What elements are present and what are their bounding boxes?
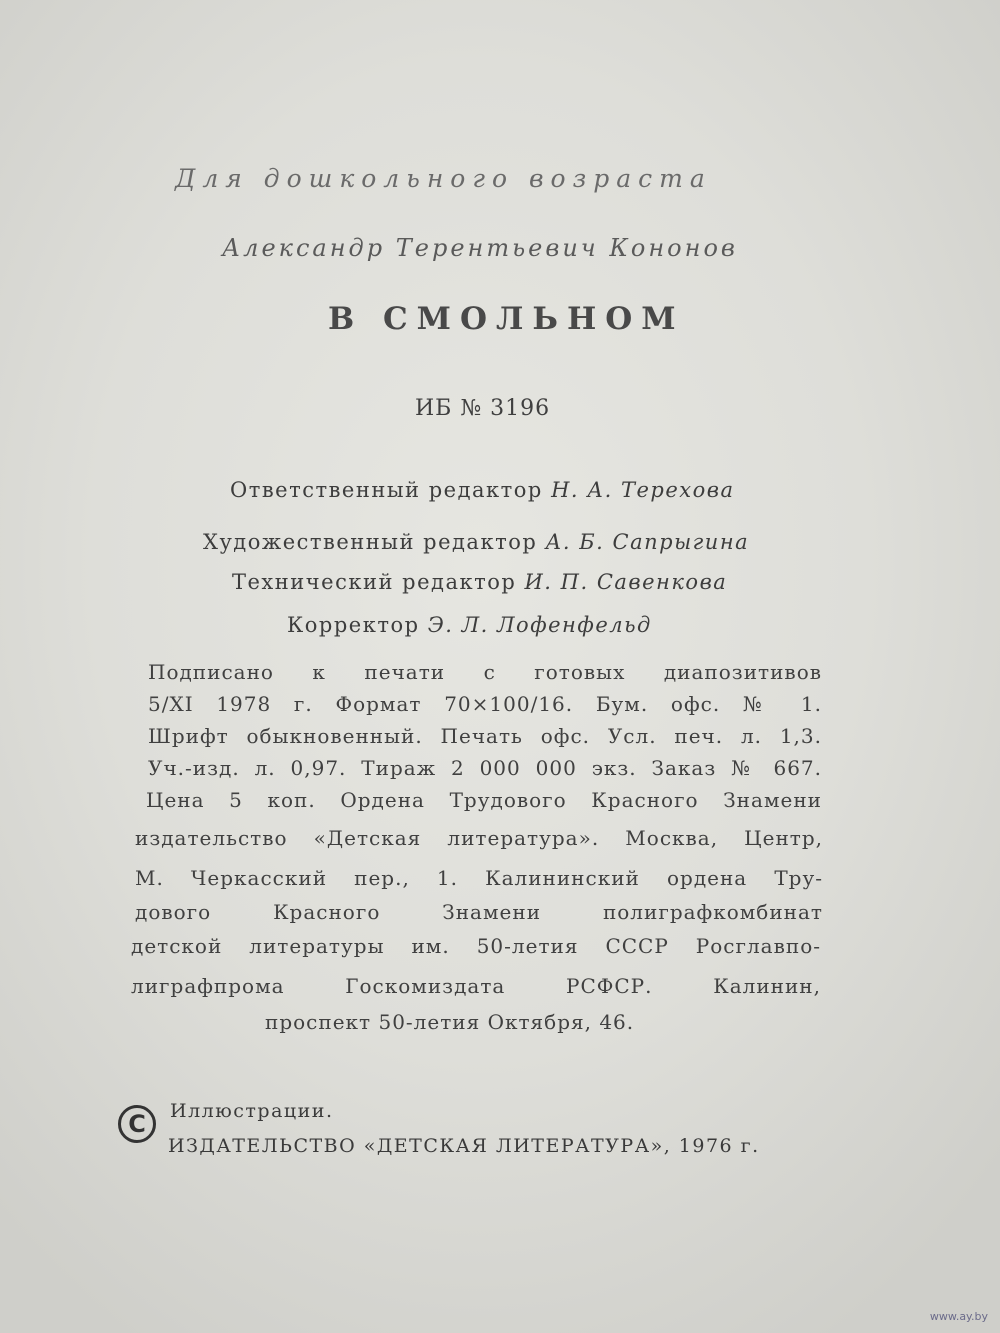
- credit-role: Технический редактор: [232, 570, 517, 594]
- imprint-line: дового Красного Знамени полиграфкомбинат: [135, 900, 823, 924]
- imprint-line: Уч.-изд. л. 0,97. Тираж 2 000 000 экз. Заказ № 667.: [148, 756, 822, 780]
- ib-number: ИБ № 3196: [415, 396, 551, 421]
- credit-art-editor: [203, 530, 749, 554]
- credit-responsible-editor: [230, 478, 735, 502]
- imprint-line: проспект 50-летия Октября, 46.: [265, 1010, 635, 1034]
- credit-name: А. Б. Сапрыгина: [545, 530, 750, 554]
- imprint-line: лиграфпрома Госкомиздата РСФСР. Калинин,: [131, 974, 821, 998]
- credit-name: Э. Л. Лофенфельд: [427, 613, 652, 637]
- copyright-icon: C: [118, 1105, 156, 1143]
- age-note: Для дошкольного возраста: [175, 164, 712, 193]
- imprint-line: Шрифт обыкновенный. Печать офс. Усл. печ. л. 1,3.: [148, 724, 822, 748]
- imprint-line: детской литературы им. 50-летия СССР Росглавпо-: [131, 934, 821, 958]
- imprint-line: М. Черкасский пер., 1. Калининский ордена Тру-: [135, 866, 823, 890]
- imprint-line: Цена 5 коп. Ордена Трудового Красного Знамени: [146, 788, 822, 812]
- author-name: Александр Терентьевич Кононов: [222, 234, 738, 262]
- imprint-line: Подписано к печати с готовых диапозитивов: [148, 660, 822, 684]
- book-title: В СМОЛЬНОМ: [328, 301, 685, 337]
- credit-role: Ответственный редактор: [230, 478, 543, 502]
- credit-name: Н. А. Терехова: [551, 478, 735, 502]
- credit-role: Художественный редактор: [203, 530, 538, 554]
- copyright-publisher: ИЗДАТЕЛЬСТВО «ДЕТСКАЯ ЛИТЕРАТУРА», 1976 г.: [168, 1135, 760, 1157]
- credit-technical-editor: [232, 570, 727, 594]
- credit-proofreader: [287, 613, 652, 637]
- imprint-line: издательство «Детская литература». Москва, Центр,: [135, 826, 823, 850]
- credit-name: И. П. Савенкова: [524, 570, 728, 594]
- imprint-line: 5/XI 1978 г. Формат 70×100/16. Бум. офс. № 1.: [148, 692, 822, 716]
- copyright-illustrations: Иллюстрации.: [170, 1100, 334, 1122]
- watermark: www.ay.by: [929, 1310, 988, 1323]
- credit-role: Корректор: [287, 613, 420, 637]
